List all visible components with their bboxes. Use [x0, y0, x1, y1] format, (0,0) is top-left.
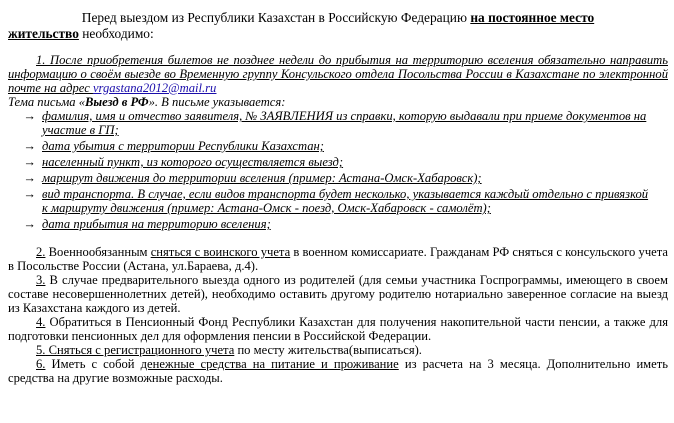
item-2-number: 2. [36, 245, 46, 259]
title-emphasis: на постоянное место [470, 10, 595, 25]
list-item [8, 171, 668, 185]
list-item-text: вид транспорта. В случае, если видов транспорта будет несколько, указывается каждый отдельно с привязкой к маршруту движения (пример: Астана-Омск - поезд, Омск-Хабаровск - самолёт); [42, 187, 649, 215]
item-5-number: 5. [36, 343, 46, 357]
list-item-text: дата убытия с территории Республики Казахстан; [42, 139, 324, 153]
subject-post: ». В письме указывается: [148, 95, 286, 109]
subject-bold: Выезд в РФ [85, 95, 149, 109]
item-2-post: в военном комиссариате. Гражданам РФ сняться с консульского учета в Посольстве России (Астана, ул.Бараева, д.4). [8, 245, 668, 273]
item-5 [8, 343, 668, 357]
list-item [8, 139, 668, 153]
arrow-icon: → [23, 171, 36, 185]
list-item [8, 109, 668, 137]
list-item-text: дата прибытия на территорию вселения; [42, 217, 271, 231]
item-1-body: После приобретения билетов не позднее недели до прибытия на территорию вселения обязательно направить информацию о своём выезде во Временную группу Консульского отдела Посольства России в Казахстане по электронной почте на адрес [8, 53, 668, 95]
item-5-post: по месту жительства(выписаться). [234, 343, 422, 357]
title-emphasis-continued: жительство [8, 25, 79, 41]
required-info-list [8, 109, 668, 231]
document-page [8, 10, 668, 385]
item-4 [8, 315, 668, 343]
item-1-number: 1. [36, 53, 46, 67]
item-4-number: 4. [36, 315, 46, 329]
subject-pre: Тема письма « [8, 95, 86, 109]
list-item [8, 187, 668, 215]
list-item [8, 217, 668, 231]
arrow-icon: → [23, 139, 36, 153]
item-3 [8, 273, 668, 315]
arrow-icon: → [23, 109, 36, 123]
item-4-text: Обратиться в Пенсионный Фонд Республики Казахстан для получения накопительной части пенсии, а также для подготовки пенсионных дел для оформления пенсии в Российской Федерации. [8, 315, 668, 343]
list-item [8, 155, 668, 169]
email-subject-line [8, 95, 668, 109]
item-1 [8, 53, 668, 231]
item-6-pre: Иметь с собой [45, 357, 141, 371]
item-6-post: из расчета на 3 месяца. Дополнительно иметь средства на другие возможные расходы. [8, 357, 668, 385]
item-6-emphasis: денежные средства на питание и проживание [140, 357, 399, 371]
list-item-text: фамилия, имя и отчество заявителя, № ЗАЯВЛЕНИЯ из справки, которую выдавали при приеме документов на участие в ГП; [42, 109, 647, 137]
spacer [8, 233, 668, 245]
item-1-text [8, 53, 668, 95]
title-text: Перед выездом из Республики Казахстан в Российскую Федерацию [81, 10, 471, 25]
item-3-text: В случае предварительного выезда одного из родителей (для семьи участника Госпрограммы, имеющего в своем составе несовершеннолетних детей), необходимо оставить другому родителю нотариально заверенное согласие на выезд из Казахстана каждого из детей. [8, 273, 668, 315]
page-title-continued [8, 26, 668, 42]
arrow-icon: → [23, 155, 36, 169]
arrow-icon: → [23, 187, 36, 201]
item-3-number: 3. [36, 273, 46, 287]
item-2-emphasis: сняться с воинского учета [150, 245, 291, 259]
item-2-pre: Военнообязанным [45, 245, 151, 259]
title-ending: необходимо: [78, 25, 154, 41]
item-6-number: 6. [36, 357, 46, 371]
item-5-emphasis: Сняться с регистрационного учета [45, 343, 235, 357]
email-link[interactable]: vrgastana2012@mail.ru [92, 81, 217, 95]
page-title [8, 10, 668, 26]
arrow-icon: → [23, 217, 36, 231]
item-2 [8, 245, 668, 273]
list-item-text: маршрут движения до территории вселения (пример: Астана-Омск-Хабаровск); [42, 171, 482, 185]
item-6 [8, 357, 668, 385]
list-item-text: населенный пункт, из которого осуществляется выезд; [42, 155, 344, 169]
